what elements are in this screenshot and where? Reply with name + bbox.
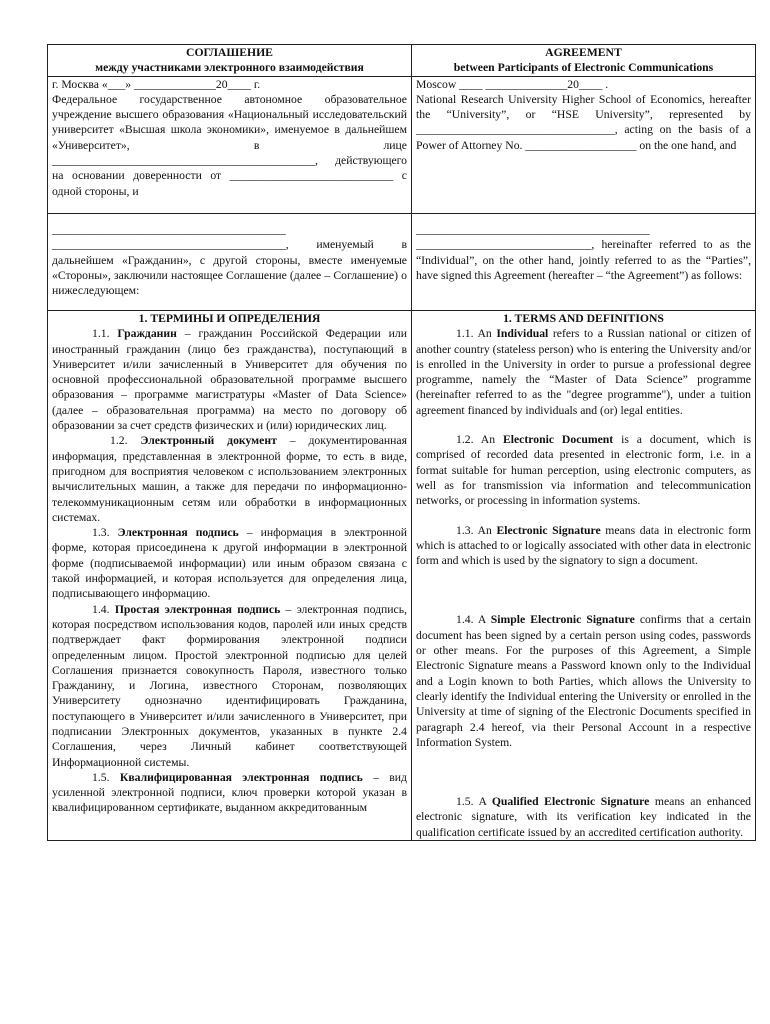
spacer <box>416 509 751 523</box>
en-item-term: Electronic Signature <box>496 523 601 537</box>
ru-item-term: Электронный документ <box>140 434 277 448</box>
ru-item-number: 1.4. <box>92 602 110 616</box>
ru-subtitle: между участниками электронного взаимодействия <box>95 61 364 75</box>
header-row <box>48 45 756 77</box>
ru-item-number: 1.5. <box>92 770 110 784</box>
en-item-number: 1.4. A <box>456 613 486 627</box>
en-title: AGREEMENT <box>545 46 622 59</box>
en-item-term: Qualified Electronic Signature <box>491 795 650 809</box>
spacer <box>416 418 751 432</box>
en-item-1-5 <box>416 794 751 840</box>
ru-intro-text: Федеральное государственное автономное образовательное учреждение высшего образования «Национальный исследовательский университет «Высшая школа экономики», именуемое в дальнейшем «Университет», в лице _____________________________________________, действующего на основании доверенности от ____________________________ с одной стороны, и <box>52 92 407 198</box>
ru-item-1-5 <box>52 770 407 816</box>
en-item-1-1 <box>416 326 751 418</box>
ru-parties-text: ________________________________________ ________________________________________, именуемый в дальнейшем «Гражданин», с другой стороны, вместе именуемые «Стороны», заключили настоящее Соглашение (далее – Соглашение) о нижеследующем: <box>52 222 407 298</box>
en-parties-text: ________________________________________ ______________________________, hereinafter referred to as the “Individual”, on the other hand, jointly referred to as the “Parties”, have signed this Agreement (hereafter – “the Agreement”) as follows: <box>416 222 751 282</box>
ru-section1-cell <box>48 310 412 840</box>
en-item-1-3 <box>416 523 751 569</box>
spacer <box>416 568 751 612</box>
en-intro-text: National Research University Higher School of Economics, hereafter the “University”, or “HSE University”, represented by __________________________________, acting on the basis of a Power of Attorney No. ___________________ on the one hand, and <box>416 92 751 152</box>
ru-item-number: 1.2. <box>110 434 128 448</box>
en-parties-cell <box>412 213 756 310</box>
en-item-text: is a document, which is comprised of recorded data presented in electronic form, i.e. in a format suitable for human perception, using electronic computers, as well as for transmission via information and telecommunication networks, or processing in information systems. <box>416 433 751 508</box>
en-section1-heading: 1. TERMS AND DEFINITIONS <box>503 311 664 325</box>
section1-row <box>48 310 756 840</box>
ru-header-cell <box>48 45 412 77</box>
spacer <box>416 750 751 794</box>
en-item-text: refers to a Russian national or citizen of another country (stateless person) who is entering the University and/or is enrolled in the University in order to pursue a professional degree programme, namely the “Master of Data Science” programme (hereinafter referred to as the "degree programme"), under a tuition agreement financed by individuals and (or) legal entities. <box>416 327 752 417</box>
ru-title: СОГЛАШЕНИЕ <box>186 46 273 59</box>
ru-item-number: 1.3. <box>92 526 110 540</box>
en-intro-cell <box>412 76 756 213</box>
ru-item-1-3 <box>52 525 407 601</box>
ru-item-text: – вид усиленной электронной подписи, ключ проверки которой указан в квалифицированном сертификате, выданном аккредитованным <box>52 770 407 815</box>
parties-row <box>48 213 756 310</box>
en-item-text: confirms that a certain document has been signed by a certain person using codes, passwords or other means. For the purposes of this Agreement, a Simple Electronic Signature means a Password known only to the Individual and a Login known to both Parties, which allows the University to clearly identify the Individual entering the University or enrolled in the University at time of signing of the Electronic Documents specified in paragraph 2.4 hereof, via their Personal Account in a respective Information System. <box>416 613 751 749</box>
en-item-number: 1.2. An <box>456 433 496 447</box>
en-item-term: Electronic Document <box>502 433 614 447</box>
en-item-text: means data in electronic form which is attached to or logically associated with other data in electronic form and which is used by the signatory to sign a document. <box>416 523 751 568</box>
en-item-1-2 <box>416 432 751 508</box>
ru-item-text: – электронная подпись, которая посредством использования кодов, паролей или иных средств подтверждает факт формирования электронной подписи определенным лицом. Простой электронной подписью для целей Соглашения признается совокупность Пароля, известного только Гражданину, и Логина, известного Сторонам, позволяющих Университету однозначно идентифицировать Гражданина, поступающего в Университет и/или зачисленного в Университет, при подписании Электронных документов, указанных в пункте 2.4 Соглашения, через Личный кабинет соответствующей Информационной системы. <box>52 602 408 769</box>
ru-item-1-2 <box>52 433 407 525</box>
ru-item-term: Электронная подпись <box>117 526 239 540</box>
en-item-number: 1.1. An <box>456 327 492 341</box>
en-item-1-4 <box>416 612 751 750</box>
ru-date-line: г. Москва «___» ______________20____ г. <box>52 77 261 91</box>
agreement-table <box>47 44 756 841</box>
ru-intro-cell <box>48 76 412 213</box>
ru-item-text: – документированная информация, представленная в электронной форме, то есть в виде, пригодном для восприятия человеком с использованием электронных вычислительных машин, а также для передачи по информационно-телекоммуникационным сетям или обработки в информационных системах. <box>52 434 407 524</box>
ru-item-text: – гражданин Российской Федерации или иностранный гражданин (лицо без гражданства), поступающий в Университет и/или зачисленный в Университет для обучения по основной профессиональной образовательной программе высшего образования – программе магистратуры «Master of Data Science» (далее – образовательная программа) на место по договору об образовании за счет средств физических и (или) юридических лиц. <box>52 327 408 433</box>
en-date-line: Moscow ____ ______________20____ . <box>416 77 609 91</box>
ru-section1-heading: 1. ТЕРМИНЫ И ОПРЕДЕЛЕНИЯ <box>138 311 321 325</box>
ru-parties-cell <box>48 213 412 310</box>
en-section1-cell <box>412 310 756 840</box>
en-subtitle: between Participants of Electronic Communications <box>453 61 714 75</box>
ru-item-1-1 <box>52 326 407 433</box>
ru-item-term: Гражданин <box>117 327 177 341</box>
en-item-text: means an enhanced electronic signature, with its verification key indicated in the qualification certificate issued by an accredited certification authority. <box>416 795 752 839</box>
en-item-number: 1.5. A <box>456 795 487 809</box>
ru-item-number: 1.1. <box>92 327 110 341</box>
ru-item-term: Простая электронная подпись <box>114 602 281 616</box>
en-item-term: Simple Electronic Signature <box>490 613 635 627</box>
en-item-term: Individual <box>496 327 549 341</box>
en-header-cell <box>412 45 756 77</box>
ru-item-1-4 <box>52 602 407 770</box>
intro-row <box>48 76 756 213</box>
ru-item-term: Квалифицированная электронная подпись <box>119 770 363 784</box>
ru-item-text: – информация в электронной форме, которая присоединена к другой информации в электронной форме (подписываемой информации) или иным образом связана с такой информацией, и которая используется для определения лица, подписывающего информацию. <box>52 526 407 601</box>
en-item-number: 1.3. An <box>456 523 492 537</box>
